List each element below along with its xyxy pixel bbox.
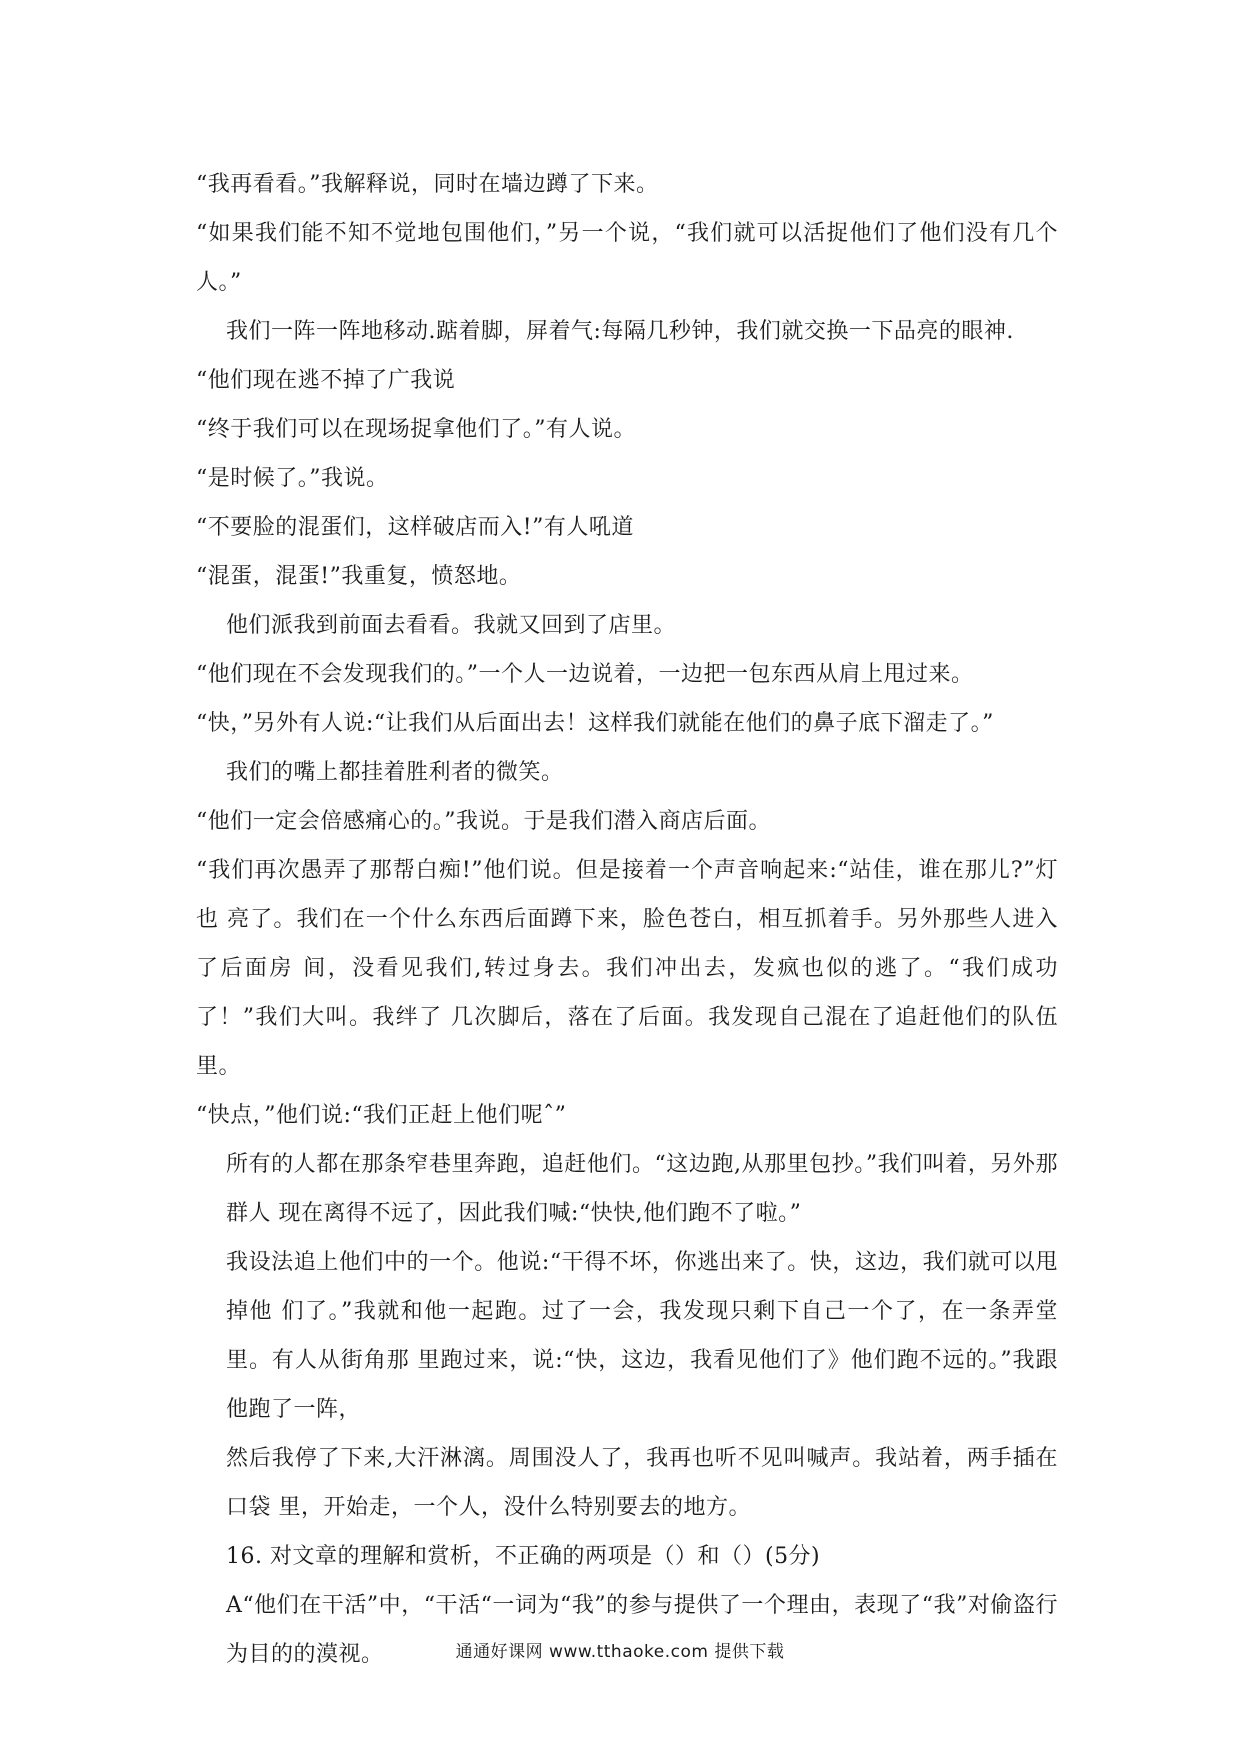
paragraph: “如果我们能不知不觉地包围他们，”另一个说，“我们就可以活捉他们了他们没有几个人。” [196, 221, 1058, 295]
paragraph: “他们一定会倍感痛心的。”我说。于是我们潜入商店后面。 [196, 809, 771, 834]
paragraph: “不要脸的混蛋们，这样破店而入!”有人吼道 [196, 515, 634, 540]
paragraph: “是时候了。”我说。 [196, 466, 389, 491]
paragraph: “他们现在不会发现我们的。”一个人一边说着，一边把一包东西从肩上甩过来。 [196, 662, 974, 687]
document-body [188, 160, 1058, 1679]
paragraph: 我设法追上他们中的一个。他说:“干得不坏，你逃出来了。快，这边，我们就可以甩掉他 们了。”我就和他一起跑。过了一会，我发现只剩下自己一个了，在一条弄堂里。有人从街角那 里跑过来，说:“快，这边，我看见他们了》他们跑不远的。”我跟他跑了一阵， [226, 1250, 1058, 1422]
question-16: 16. 对文章的理解和赏析，不正确的两项是（）和（）(5分) [226, 1544, 821, 1569]
paragraph: “快，”另外有人说:“让我们从后面出去！这样我们就能在他们的鼻子底下溜走了。” [196, 711, 994, 736]
paragraph: 我们一阵一阵地移动.踮着脚，屏着气:每隔几秒钟，我们就交换一下品亮的眼神. [226, 319, 1014, 344]
option-a: A“他们在干活”中，“干活“一词为“我”的参与提供了一个理由，表现了“我”对偷盗行为目的的漠视。 [226, 1593, 1058, 1667]
paragraph: 我们的嘴上都挂着胜利者的微笑。 [226, 760, 564, 785]
paragraph: 他们派我到前面去看看。我就又回到了店里。 [226, 613, 677, 638]
paragraph: “我再看看。”我解释说，同时在墙边蹲了下来。 [196, 172, 659, 197]
paragraph: 然后我停了下来,大汗淋漓。周围没人了，我再也听不见叫喊声。我站着，两手插在口袋 里，开始走，一个人，没什么特别要去的地方。 [226, 1446, 1058, 1520]
paragraph: “终于我们可以在现场捉拿他们了。”有人说。 [196, 417, 636, 442]
paragraph: “他们现在逃不掉了广我说 [196, 368, 456, 393]
paragraph: 所有的人都在那条窄巷里奔跑，追赶他们。“这边跑,从那里包抄。”我们叫着，另外那群人 现在离得不远了，因此我们喊:“快快,他们跑不了啦。” [226, 1152, 1058, 1226]
paragraph: “快点，”他们说:“我们正赶上他们呢ˆ” [196, 1103, 567, 1128]
page-footer: 通通好课网 www.tthaoke.com 提供下载 [455, 1642, 785, 1662]
paragraph: “我们再次愚弄了那帮白痴!”他们说。但是接着一个声音响起来:“站佳，谁在那儿?”灯也 亮了。我们在一个什么东西后面蹲下来，脸色苍白，相互抓着手。另外那些人进入了后面房 间，没看见我们,转过身去。我们冲出去，发疯也似的逃了。“我们成功了！”我们大叫。我绊了 几次脚后，落在了后面。我发现自己混在了追赶他们的队伍里。 [196, 858, 1058, 1079]
paragraph: “混蛋，混蛋!”我重复，愤怒地。 [196, 564, 522, 589]
